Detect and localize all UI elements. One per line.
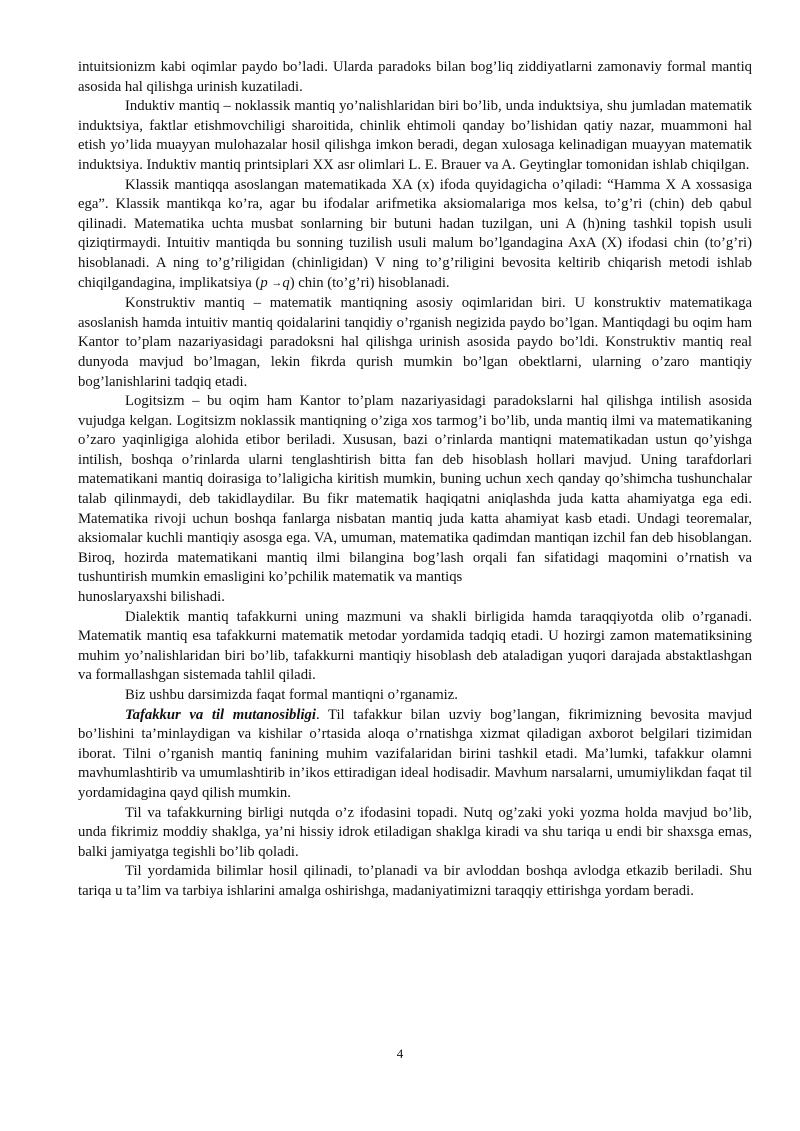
paragraph-tafakkur-va-til <box>78 706 752 804</box>
paragraph-text: ) chin (to’g’ri) hisoblanadi. <box>289 274 450 291</box>
paragraph-formal-mantiq: Biz ushbu darsimizda faqat formal mantiqni o’rganamiz. <box>125 687 458 703</box>
paragraph-induktiv-mantiq: Induktiv mantiq – noklassik mantiq yo’nalishlaridan biri bo’lib, unda induktsiya, shu jumladan matematik induktsiya, faktlar etishmovchiligi sharoitida, chinlik ehtimoli qanday bo’lishidan qatiy nazar, muammoni hal etish yo’lida muayyan mulohazalar hosil qilishga imkon beradi, degan xulosaga kelinadigan muayyan matematik induktsiya. Induktiv mantiq printsiplari XX asr olimlari L. E. Brauer va A. Geytinglar tomonidan ishlab chiqilgan. <box>78 98 752 173</box>
page-number: 4 <box>396 1046 404 1061</box>
paragraph-intro: intuitsionizm kabi oqimlar paydo bo’ladi. Ularda paradoks bilan bog’liq ziddiyatlarni zamonaviy formal mantiq asosida hal qilishga urinish kuzatiladi. <box>78 59 752 95</box>
paragraph-klassik-mantiq <box>78 176 752 295</box>
paragraph-dialektik-mantiq: Dialektik mantiq tafakkurni uning mazmuni va shakli birligida hamda taraqqiyotda olib o’rganadi. Matematik mantiq esa tafakkurni matematik metodar yordamida tadqiq etadi. U hozirgi zamon matematiksining muhim yo’nalishlaridan biri bo’lib, tafakkurni mantiqiy hisoblash deb ataladigan yuqori darajada abstaktlashgan va formallashgan sistemada tahlil qiladi. <box>78 608 752 684</box>
paragraph-til-yordamida: Til yordamida bilimlar hosil qilinadi, to’planadi va bir avloddan boshqa avlodga etkazib beriladi. Shu tariqa u ta’lim va tarbiya ishlarini amalga oshirishga, madaniyatimizni taraqqiy ettirishga yordam beradi. <box>78 863 752 899</box>
paragraph-logitsizm <box>78 392 752 608</box>
paragraph-text: . Til tafakkur bilan uzviy bog’langan, fikrimizning bevosita mavjud bo’lishini ta’minlaydigan va kishilar o’rtasida aloqa o’rnatishga xizmat qiladigan axborot belgilari tizimidan iborat. Tilni o’rganish mantiq fanining muhim vazifalaridan birini tashkil etadi. Ma’lumki, tafakkur olamni mavhumlashtirib va umumlashtirib in’ikos ettiradigan ideal hodisadir. Mavhum narsalarni, umumiylikdan faqat til yordamidagina qayd qilish mumkin. <box>78 706 753 801</box>
paragraph-konstruktiv-mantiq: Konstruktiv mantiq – matematik mantiqning asosiy oqimlaridan biri. U konstruktiv matematikaga asoslanish hamda intuitiv mantiq qoidalarini tanqidiy o’rganish negizida paydo bo’lgan. Mantiqdagi bu oqim ham Kantor to’plam nazariyasidagi paradoksni hal qilishga urinish asosida paydo bo’ldi. Konstruktiv mantiq real dunyoda mavjud bo’lmagan, lekin fikrda qurish mumkin bo’lgan obektlarni, ularning o’zaro mantiqiy bog’lanishlarini tadqiq etadi. <box>78 295 752 390</box>
document-page <box>78 58 752 902</box>
section-heading: Tafakkur va til mutanosibligi <box>125 706 316 723</box>
paragraph-text: Logitsizm – bu oqim ham Kantor to’plam nazariyasidagi paradokslarni hal qilishga intilish asosida vujudga kelgan. Logitsizm noklassik mantiqning o’ziga xos tarmog’i bo’lib, unda mantiq ilmi va matematikaning o’zaro yaqinligiga alohida etibor beriladi. Xususan, bazi o’rinlarda mantiqni matematikadan ustun qo’yishga intilish, boshqa o’rinlarda ularni tenglashtirish bitta fan deb hisoblash hollari mavjud. Uning tarafdorlari matematikani mantiq doirasiga to’laligicha kiritish mumkin, buning uchun xech qanday qo’shimcha tushunchalar talab qilinmaydi, deb takidlaydilar. Bu fikr matematik haqiqatni aniqlashda juda katta ahamiyatga ega edi. Matematika rivoji uchun boshqa fanlarga nisbatan mantiq juda katta ahamiyat kasb etadi. Undagi teoremalar, aksiomalar kuchli mantiqiy asosga ega. VA, umuman, matematika qadimdan mantiqan izchil fan deb hisoblangan. Biroq, hozirda matematikani mantiq ilmi bilangina bog’lash orqali fan sifatidagi maqomini o’rnatish va tushuntirish mumkin emasligini ko’pchilik matematik va mantiqs <box>78 393 752 586</box>
paragraph-text-continued: hunoslaryaxshi bilishadi. <box>78 589 225 606</box>
paragraph-text: Klassik mantiqqa asoslangan matematikada XA (x) ifoda quyidagicha o’qiladi: “Hamma X A xossasiga ega”. Klassik mantikqa ko’ra, agar bu ifodalar arifmetika aksiomalariga mos kelsa, to’g’ri (chin) deb qabul qilinadi. Matematika uchta musbat sonlarning bir butuni hadan tuzilgan, uni A (h)ning tashkil topish usuli qiziqtirmaydi. Intuitiv mantiqda bu sonning tuzilish usuli malum bo’lgandagina AxA (X) ifodasi chin (to’g’ri) hisoblanadi. A ning to’g’riligidan (chinligidan) V ning to’g’riligini bevosita keltirib chiqarish metodi ishlab chiqilgandagina, implikatsiya ( <box>78 176 752 291</box>
paragraph-til-va-tafakkur-birligi: Til va tafakkurning birligi nutqda o’z ifodasini topadi. Nutq og’zaki yoki yozma holda mavjud bo’lib, unda fikrimiz moddiy shaklga, ya’ni hissiy idrok etiladigan shaklga kiradi va shu tariqa u endi bir shaxsga emas, balki jamiyatga tegishli bo’lib qoladi. <box>78 804 752 860</box>
formula-q: q <box>282 274 290 291</box>
implication-arrow: → <box>271 276 283 289</box>
formula-p: p <box>260 274 268 291</box>
